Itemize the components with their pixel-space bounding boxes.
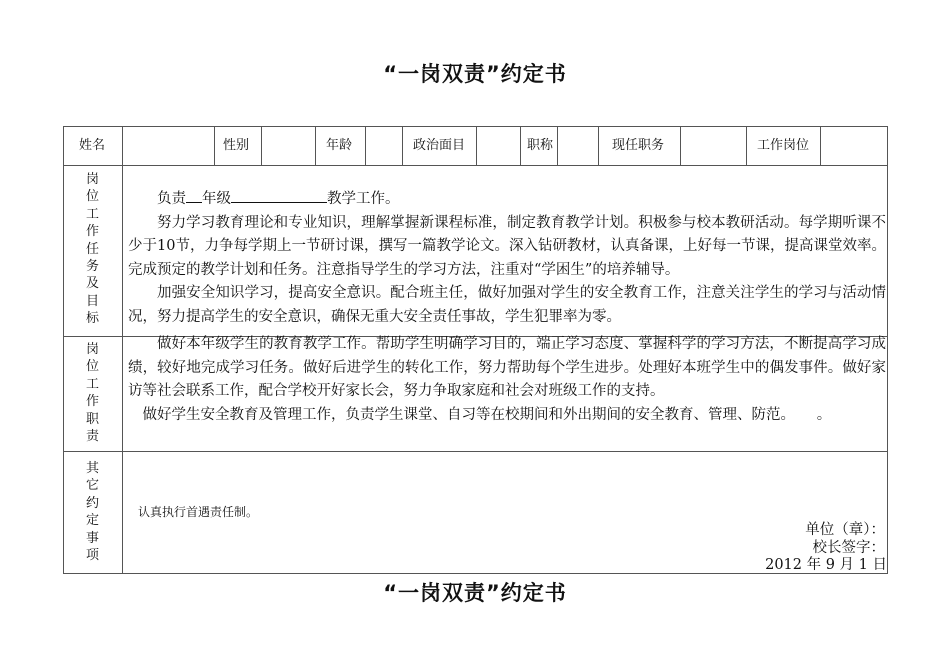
tasks-line-grade: 负责 年级 教学工作。 <box>128 186 886 212</box>
political-status-label: 政治面目 <box>413 138 466 153</box>
subject-blank <box>231 186 327 203</box>
tasks-paragraph-1: 努力学习教育理论和专业知识，理解掌握新课程标准，制定教育教学计划。积极参与校本教研活动。每学期听课不少于10节，力争每学期上一节研讨课，撰写一篇教学论文。深入钻研教材，认真备课，上好每一节课，提高课堂效率。完成预定的教学计划和任务。注意指导学生的学习方法，注重对“学困生”的培养辅导。 <box>128 214 886 278</box>
title-label: 职称 <box>527 138 554 153</box>
age-label: 年龄 <box>326 138 353 153</box>
table-divider-header <box>63 165 888 166</box>
header-col-line <box>746 126 747 165</box>
job-post-label: 工作岗位 <box>757 138 810 153</box>
header-col-line <box>261 126 262 165</box>
current-position-label: 现任职务 <box>612 138 665 153</box>
header-col-line <box>214 126 215 165</box>
header-col-line <box>365 126 366 165</box>
tasks-paragraph-2: 加强安全知识学习，提高安全意识。配合班主任，做好加强对学生的安全教育工作，注意关注学生的学习与活动情况，努力提高学生的安全意识，确保无重大安全责任事故，学生犯罪率为零。 <box>128 285 886 325</box>
section-label-other: 其 它 约 定 事 项 <box>85 461 99 564</box>
unit-seal-label: 单位（章）： <box>805 522 885 538</box>
section-label-duties: 岗 位 工 作 职 责 <box>85 342 99 445</box>
header-col-line <box>557 126 558 165</box>
header-col-line <box>820 126 821 165</box>
header-col-line <box>598 126 599 165</box>
header-col-line <box>520 126 521 165</box>
header-col-line <box>680 126 681 165</box>
duties-paragraph-1: 做好本年级学生的教育教学工作。帮助学生明确学习目的，端正学习态度、掌握科学的学习方法，不断提高学习成绩，较好地完成学习任务。做好后进学生的转化工作，努力帮助每个学生进步。处理好本班学生中的偶发事件。做好家访等社会联系工作，配合学校开好家长会，努力争取家庭和社会对班级工作的支持。 <box>128 336 886 399</box>
table-divider-duties <box>63 451 888 452</box>
section-label-tasks: 岗 位 工 作 任 务 及 目 标 <box>85 172 99 327</box>
grade-blank <box>186 186 202 203</box>
signing-date: 2012 年 9 月 1 日 <box>765 557 887 573</box>
other-matters-text: 认真执行首遇责任制。 <box>138 505 259 519</box>
table-divider-label-col <box>122 126 123 574</box>
header-col-line <box>476 126 477 165</box>
principal-signature-label: 校长签字： <box>812 540 885 556</box>
document-title: “一岗双责”约定书 <box>383 62 567 86</box>
header-col-line <box>315 126 316 165</box>
duties-paragraph-2: 做好学生安全教育及管理工作，负责学生课堂、自习等在校期间和外出期间的安全教育、管理、防范。 。 <box>142 406 832 423</box>
table-border-right <box>887 126 888 574</box>
header-col-line <box>402 126 403 165</box>
tasks-content <box>128 186 886 329</box>
duties-content <box>128 333 886 427</box>
gender-label: 性别 <box>223 138 250 153</box>
document-title-repeat: “一岗双责”约定书 <box>383 581 567 605</box>
name-label: 姓名 <box>79 138 106 153</box>
